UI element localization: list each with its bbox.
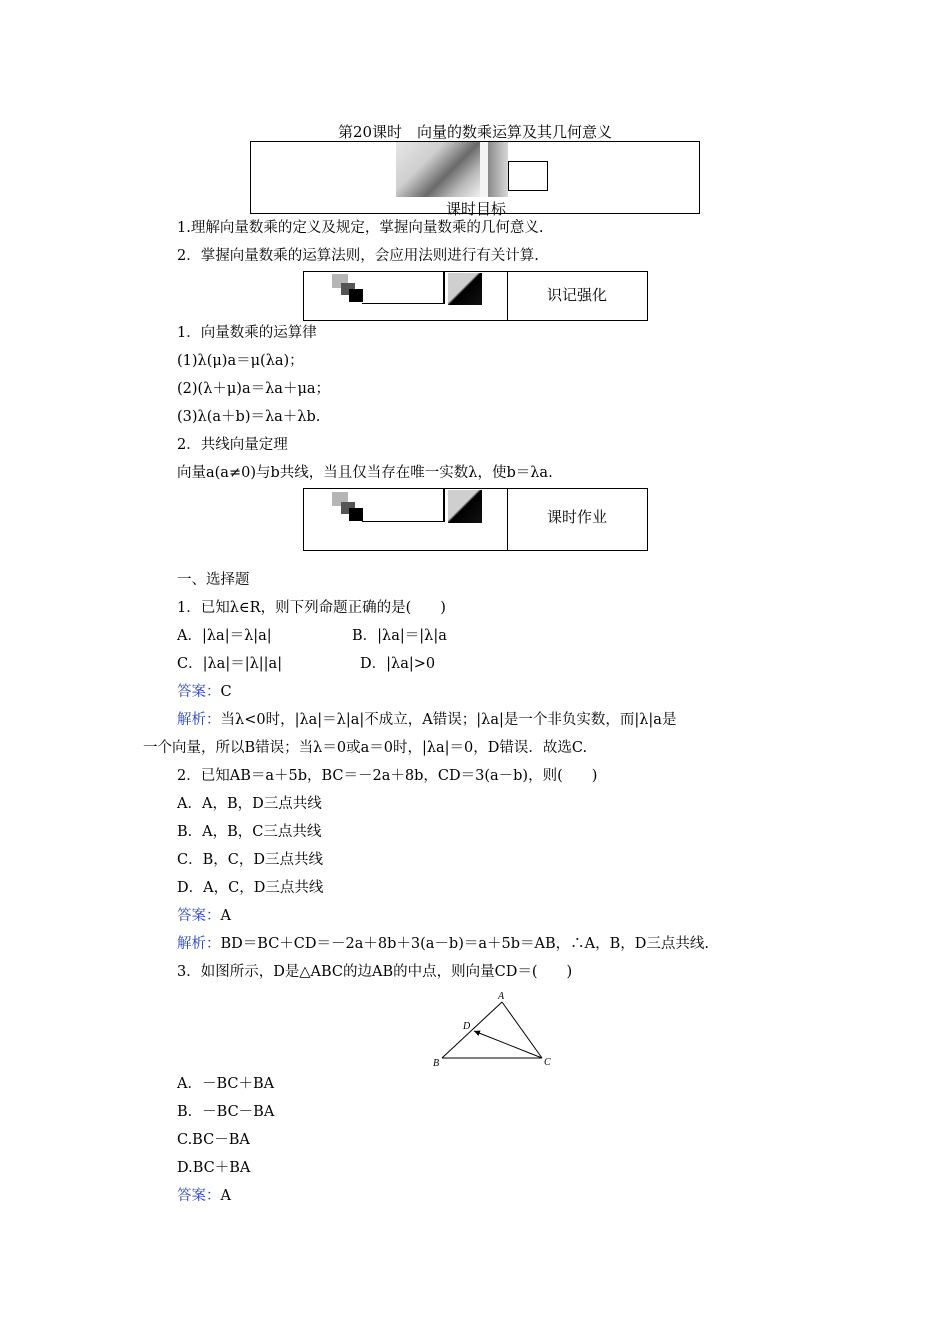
answer-value: A <box>220 1188 231 1204</box>
point-d-label: D <box>463 1021 471 1032</box>
page-title: 第20课时 向量的数乘运算及其几何意义 <box>337 123 613 141</box>
vertex-c-label: C <box>544 1057 551 1068</box>
section-decoration <box>349 508 363 521</box>
q1-analysis-line-1 <box>177 708 676 729</box>
section-label-memorize: 识记强化 <box>546 286 607 304</box>
header-small-box <box>508 161 548 191</box>
header-decoration-bar <box>480 142 488 197</box>
q2-stem: 2．已知AB＝a＋5b，BC＝－2a＋8b，CD＝3(a－b)，则( ) <box>177 768 598 784</box>
section-box-homework <box>303 488 648 551</box>
answer-value: C <box>220 684 232 700</box>
q1-analysis-line-2: 一个向量，所以B错误；当λ＝0或a＝0时，|λa|＝0，D错误．故选C. <box>143 740 588 756</box>
goal-2: 2．掌握向量数乘的运算法则，会应用法则进行有关计算. <box>177 248 539 264</box>
side-ba <box>442 1002 502 1058</box>
q1-option-c: C．|λa|＝|λ||a| <box>177 656 283 672</box>
section-underline-box <box>362 489 445 522</box>
header-decoration-bar-dark <box>488 142 508 197</box>
q1-option-a: A．|λa|＝λ|a| <box>177 628 272 644</box>
analysis-label: 解析： <box>177 936 221 952</box>
objectives-header-box <box>250 141 700 218</box>
theorem-text: 向量a(a≠0)与b共线，当且仅当存在唯一实数λ，使b＝λa. <box>177 465 553 481</box>
header-decoration <box>396 142 480 197</box>
q3-option-c: C.BC－BA <box>177 1132 250 1148</box>
rule-1: (1)λ(μ)a＝μ(λa)； <box>177 353 304 369</box>
answer-value: A <box>220 908 231 924</box>
rule-2: (2)(λ＋μ)a＝λa＋μa； <box>177 381 331 397</box>
q1-stem: 1．已知λ∈R，则下列命题正确的是( ) <box>177 600 446 616</box>
header-box-label: 课时目标 <box>445 200 506 218</box>
vertex-a-label: A <box>498 991 505 1002</box>
q1-answer <box>177 680 232 701</box>
q3-option-a: A．－BC＋BA <box>177 1076 275 1092</box>
q2-analysis <box>177 932 709 953</box>
section-decoration-slash <box>448 490 482 523</box>
q3-option-d: D.BC＋BA <box>177 1160 251 1176</box>
goal-1: 1.理解向量数乘的定义及规定，掌握向量数乘的几何意义. <box>177 220 544 236</box>
q2-option-c: C．B，C，D三点共线 <box>177 852 323 868</box>
triangle-figure <box>430 988 560 1068</box>
section-underline-box <box>362 272 445 304</box>
answer-label: 答案： <box>177 684 221 700</box>
analysis-text: BD＝BC＋CD＝－2a＋8b＋3(a－b)＝a＋5b＝AB，∴A，B，D三点共线. <box>220 936 710 952</box>
analysis-text: 当λ<0时，|λa|＝λ|a|不成立，A错误；|λa|是一个非负实数，而|λ|a是 <box>220 712 677 728</box>
analysis-label: 解析： <box>177 712 221 728</box>
answer-label: 答案： <box>177 1188 221 1204</box>
rule-3: (3)λ(a＋b)＝λa＋λb. <box>177 409 321 425</box>
q3-answer <box>177 1184 231 1205</box>
section-decoration <box>349 289 363 302</box>
theorem-title: 2．共线向量定理 <box>177 437 288 453</box>
q2-answer <box>177 904 231 925</box>
q1-option-b: B．|λa|＝|λ|a <box>352 628 447 644</box>
q3-stem: 3．如图所示，D是△ABC的边AB的中点，则向量CD＝( ) <box>177 964 573 980</box>
answer-label: 答案： <box>177 908 221 924</box>
section-decoration-slash <box>448 273 482 305</box>
q2-option-b: B．A，B，C三点共线 <box>177 824 322 840</box>
q1-option-d: D．|λa|>0 <box>360 656 436 672</box>
section-label-homework: 课时作业 <box>546 508 607 526</box>
q2-option-d: D．A，C，D三点共线 <box>177 880 324 896</box>
vertex-b-label: B <box>433 1058 440 1068</box>
q2-option-a: A．A，B，D三点共线 <box>177 796 322 812</box>
rules-title: 1．向量数乘的运算律 <box>177 325 317 341</box>
section-box-memorize <box>303 271 648 321</box>
q3-option-b: B．－BC－BA <box>177 1104 275 1120</box>
part-title: 一、选择题 <box>177 572 250 588</box>
